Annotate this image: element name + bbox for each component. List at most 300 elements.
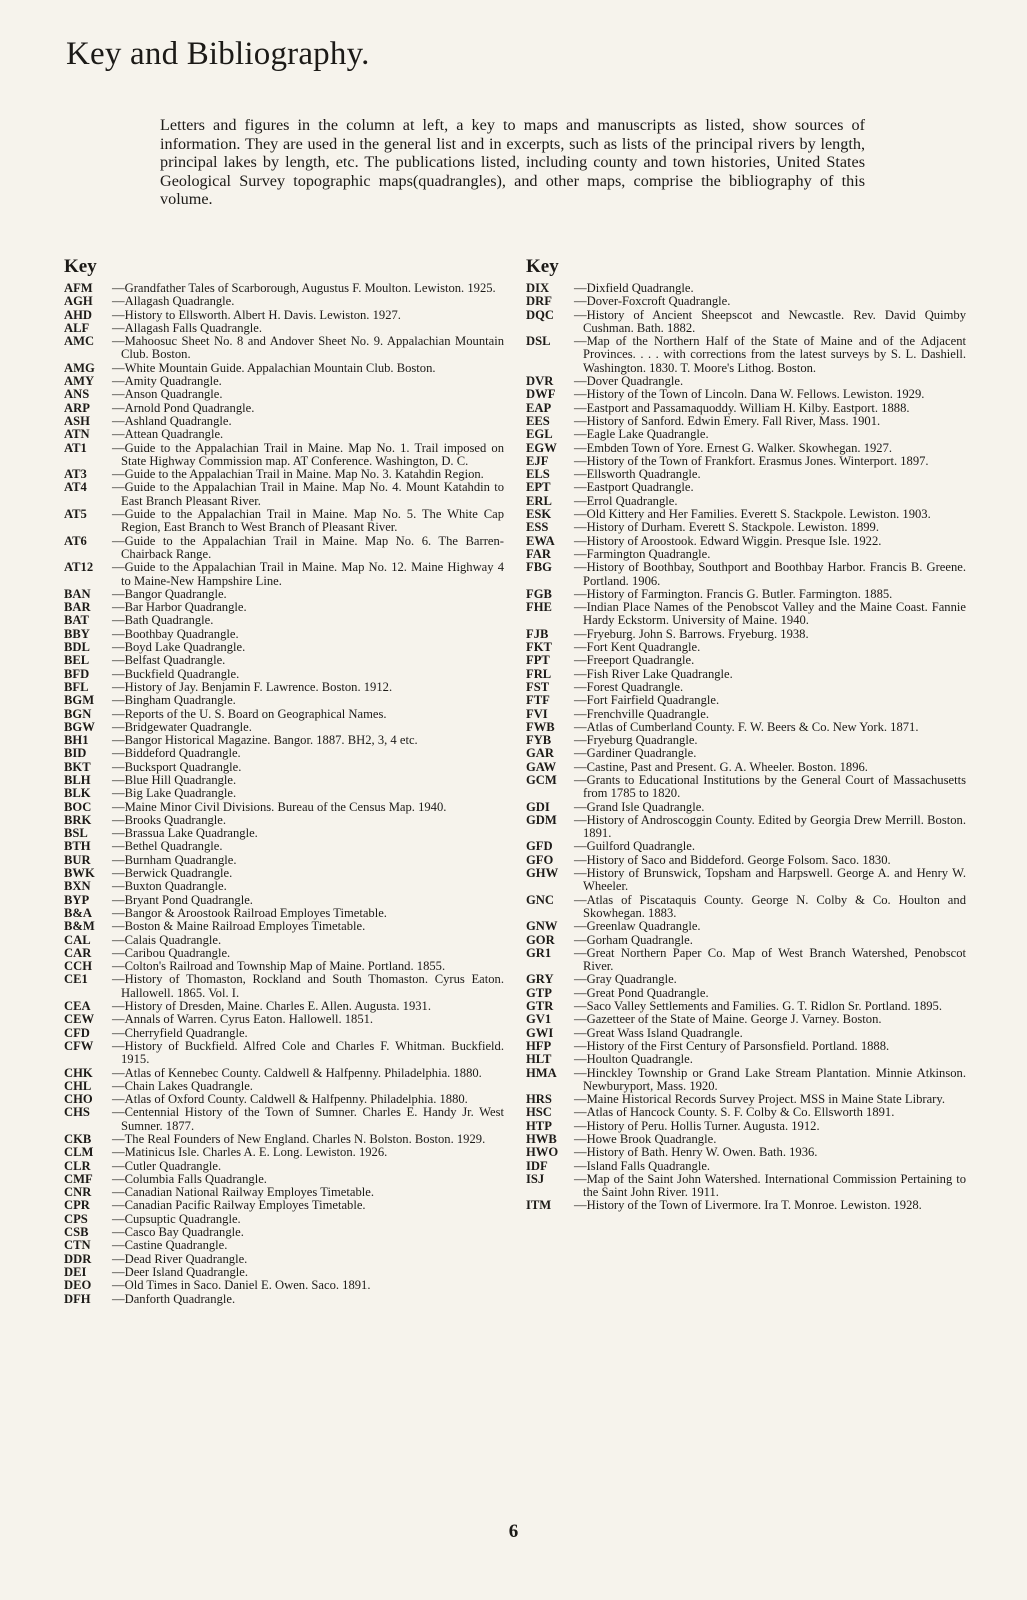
key-code: FTF <box>526 693 550 708</box>
key-entry <box>526 867 966 894</box>
key-description: —Boyd Lake Quadrangle. <box>112 640 246 655</box>
key-code: BAT <box>64 613 89 628</box>
key-entry <box>64 920 504 933</box>
key-code: FAR <box>526 546 551 561</box>
key-code: BBY <box>64 626 90 641</box>
key-entry <box>64 1040 504 1067</box>
key-entry-list <box>526 282 966 1213</box>
key-description: —History of Aroostook. Edward Wiggin. Presque Isle. 1922. <box>574 533 882 548</box>
key-code: DFH <box>64 1291 91 1306</box>
key-code: FHE <box>526 600 552 615</box>
key-entry <box>526 1053 966 1066</box>
key-description: —Island Falls Quadrangle. <box>574 1158 711 1173</box>
key-entry <box>526 1160 966 1173</box>
key-code: BH1 <box>64 733 89 748</box>
key-description: —Guide to the Appalachian Trail in Maine. Map No. 12. Maine Highway 4 to Maine-New Hampshire Line. <box>112 560 504 588</box>
key-entry <box>64 641 504 654</box>
key-code: GOR <box>526 932 555 947</box>
key-description: —Bangor Quadrangle. <box>112 586 227 601</box>
key-description: —History of Androscoggin County. Edited by Georgia Drew Merrill. Boston. 1891. <box>574 812 966 841</box>
key-code: EPT <box>526 480 551 495</box>
key-entry <box>64 947 504 960</box>
key-description: —Allagash Quadrangle. <box>112 294 235 309</box>
key-code: BDL <box>64 640 90 655</box>
key-entry <box>64 894 504 907</box>
key-description: —Belfast Quadrangle. <box>112 653 226 668</box>
key-entry <box>64 747 504 760</box>
key-code: CLM <box>64 1145 94 1160</box>
key-description: —Howe Brook Quadrangle. <box>574 1132 717 1146</box>
key-description: —Guide to the Appalachian Trail in Maine. Map No. 3. Katahdin Region. <box>112 467 484 482</box>
key-description: —Guilford Quadrangle. <box>574 839 696 854</box>
key-entry <box>526 375 966 388</box>
key-code: HFP <box>526 1038 552 1053</box>
key-entry <box>526 521 966 534</box>
key-code: DIX <box>526 281 550 295</box>
key-description: —Gray Quadrangle. <box>574 972 677 987</box>
key-entry <box>526 747 966 760</box>
key-entry <box>526 1146 966 1159</box>
key-description: —Casco Bay Quadrangle. <box>112 1225 244 1240</box>
key-code: FRL <box>526 666 552 681</box>
key-entry <box>64 1199 504 1212</box>
key-description: —Grand Isle Quadrangle. <box>574 799 705 814</box>
key-description: —Eagle Lake Quadrangle. <box>574 427 709 442</box>
key-code: DEI <box>64 1264 87 1279</box>
key-description: —History of the Town of Frankfort. Erasmus Jones. Winterport. 1897. <box>574 453 929 468</box>
key-description: —Big Lake Quadrangle. <box>112 786 237 801</box>
key-entry <box>64 588 504 601</box>
key-description: —Allagash Falls Quadrangle. <box>112 320 263 335</box>
key-entry <box>526 973 966 986</box>
key-description: —Atlas of Kennebec County. Caldwell & Halfpenny. Philadelphia. 1880. <box>112 1065 482 1080</box>
key-description: —Embden Town of Yore. Ernest G. Walker. Skowhegan. 1927. <box>574 440 893 455</box>
key-description: —Bangor Historical Magazine. Bangor. 1887. BH2, 3, 4 etc. <box>112 733 418 748</box>
key-entry <box>526 894 966 921</box>
key-code: AT1 <box>64 440 87 455</box>
key-description: —Buckfield Quadrangle. <box>112 666 240 681</box>
key-description: —Boston & Maine Railroad Employes Timetable. <box>112 919 366 934</box>
key-code: FVI <box>526 706 548 721</box>
key-code: CHS <box>64 1105 90 1120</box>
key-entry <box>526 721 966 734</box>
key-entry <box>64 1173 504 1186</box>
key-description: —Saco Valley Settlements and Families. G. T. Ridlon Sr. Portland. 1895. <box>574 999 942 1014</box>
key-entry <box>526 1093 966 1106</box>
key-entry <box>64 468 504 481</box>
key-entry <box>526 734 966 747</box>
key-entry <box>526 694 966 707</box>
key-entry <box>526 681 966 694</box>
key-description: —Greenlaw Quadrangle. <box>574 919 701 934</box>
key-description: —Boothbay Quadrangle. <box>112 626 239 641</box>
key-entry <box>526 708 966 721</box>
key-code: BGN <box>64 706 92 721</box>
key-entry <box>526 335 966 375</box>
key-code: HSC <box>526 1105 552 1120</box>
key-entry <box>64 1160 504 1173</box>
key-description: —Castine, Past and Present. G. A. Wheeler. Boston. 1896. <box>574 759 868 774</box>
key-code: GCM <box>526 772 557 787</box>
key-code: CKB <box>64 1132 92 1146</box>
key-description: —History of Boothbay, Southport and Boothbay Harbor. Francis B. Greene. Portland. 1906. <box>574 560 966 588</box>
key-description: —Canadian Pacific Railway Employes Timetable. <box>112 1198 366 1213</box>
key-description: —Hinckley Township or Grand Lake Stream Plantation. Minnie Atkinson. Newburyport, Mass. 1920. <box>574 1065 966 1093</box>
key-description: —Matinicus Isle. Charles A. E. Long. Lewiston. 1926. <box>112 1145 388 1160</box>
key-description: —Farmington Quadrangle. <box>574 546 711 561</box>
key-description: —Fort Kent Quadrangle. <box>574 640 701 655</box>
key-code: GAR <box>526 746 554 761</box>
key-entry <box>64 1239 504 1252</box>
key-description: —Errol Quadrangle. <box>574 493 678 508</box>
key-code: CHO <box>64 1092 93 1107</box>
key-entry <box>64 840 504 853</box>
key-description: —Colton's Railroad and Township Map of Maine. Portland. 1855. <box>112 959 446 974</box>
key-description: —Columbia Falls Quadrangle. <box>112 1171 267 1186</box>
key-entry <box>64 787 504 800</box>
key-description: —Arnold Pond Quadrangle. <box>112 400 255 415</box>
key-entry <box>64 442 504 469</box>
key-entry <box>64 375 504 388</box>
key-description: —Caribou Quadrangle. <box>112 945 231 960</box>
key-description: —History of the Town of Livermore. Ira T. Monroe. Lewiston. 1928. <box>574 1198 922 1213</box>
key-entry <box>64 561 504 588</box>
key-description: —Fryeburg. John S. Barrows. Fryeburg. 1938. <box>574 626 809 641</box>
key-entry <box>64 601 504 614</box>
key-description: —Grandfather Tales of Scarborough, Augustus F. Moulton. Lewiston. 1925. <box>112 281 496 295</box>
key-description: —History to Ellsworth. Albert H. Davis. Lewiston. 1927. <box>112 307 401 322</box>
key-code: ESS <box>526 520 549 535</box>
key-entry <box>64 1093 504 1106</box>
key-entry <box>526 428 966 441</box>
key-description: —Indian Place Names of the Penobscot Valley and the Maine Coast. Fannie Hardy Eckstorm. University of Maine. 1940. <box>574 600 966 628</box>
key-description: —Bangor & Aroostook Railroad Employes Timetable. <box>112 905 387 920</box>
key-description: —Grants to Educational Institutions by the General Court of Massachusetts from 1785 to 1820. <box>574 772 966 801</box>
key-code: CHK <box>64 1065 93 1080</box>
key-entry <box>526 628 966 641</box>
key-description: —Gazetteer of the State of Maine. George J. Varney. Boston. <box>574 1012 882 1027</box>
key-description: —Frenchville Quadrangle. <box>574 706 709 721</box>
key-code: CSB <box>64 1225 89 1240</box>
key-code: BSL <box>64 826 88 841</box>
key-entry <box>64 1266 504 1279</box>
key-description: —History of Peru. Hollis Turner. Augusta. 1912. <box>574 1118 820 1133</box>
key-code: BLK <box>64 786 91 801</box>
key-code: GNW <box>526 919 558 934</box>
key-description: —History of Durham. Everett S. Stackpole. Lewiston. 1899. <box>574 520 879 535</box>
key-description: —Great Northern Paper Co. Map of West Branch Watershed, Penobscot River. <box>574 945 966 974</box>
key-code: IDF <box>526 1158 548 1173</box>
key-entry <box>64 388 504 401</box>
key-code: AT6 <box>64 533 87 548</box>
key-entry <box>64 1013 504 1026</box>
key-description: —Bar Harbor Quadrangle. <box>112 600 247 615</box>
key-code: BKT <box>64 759 91 774</box>
right-key-column <box>526 256 966 1213</box>
key-description: —Burnham Quadrangle. <box>112 852 237 867</box>
key-description: —Chain Lakes Quadrangle. <box>112 1078 253 1093</box>
key-code: DQC <box>526 307 554 322</box>
key-code: ESK <box>526 507 552 522</box>
key-code: BFL <box>64 679 89 694</box>
key-code: BXN <box>64 879 91 894</box>
key-entry <box>526 654 966 667</box>
key-description: —History of the First Century of Parsonsfield. Portland. 1888. <box>574 1038 890 1053</box>
key-entry <box>64 654 504 667</box>
key-entry <box>64 973 504 1000</box>
key-description: —Dixfield Quadrangle. <box>574 281 694 295</box>
key-code: GRY <box>526 972 554 987</box>
key-description: —Map of the Northern Half of the State of Maine and of the Adjacent Provinces. . . . with corrections from the latest surveys by S. L. Dashiell. Washington. 1830. T. Moore's Lithog. Boston. <box>574 334 966 375</box>
key-code: BGM <box>64 693 95 708</box>
key-entry <box>64 1106 504 1133</box>
intro-paragraph: Letters and figures in the column at left, a key to maps and manuscripts as listed, show sources of information. They are used in the general list and in excerpts, such as lists of the principal rivers by length, principal lakes by length, etc. The publications listed, including county and town histories, United States Geological Survey topographic maps(quadrangles), and other maps, comprise the bibliography of this volume. <box>160 116 865 209</box>
key-description: —Bingham Quadrangle. <box>112 693 236 708</box>
key-description: —Centennial History of the Town of Sumner. Charles E. Handy Jr. West Sumner. 1877. <box>112 1105 504 1133</box>
key-code: AHD <box>64 307 92 322</box>
key-code: CEW <box>64 1012 95 1027</box>
key-entry <box>526 668 966 681</box>
key-entry <box>526 601 966 628</box>
key-entry <box>526 508 966 521</box>
key-code: EJF <box>526 453 549 468</box>
key-code: AT5 <box>64 507 87 522</box>
key-entry <box>526 415 966 428</box>
key-description: —Canadian National Railway Employes Timetable. <box>112 1185 374 1200</box>
key-entry <box>526 1199 966 1212</box>
key-code: CTN <box>64 1238 91 1253</box>
key-code: DVR <box>526 374 554 389</box>
key-description: —Forest Quadrangle. <box>574 679 684 694</box>
key-code: CMF <box>64 1171 93 1186</box>
key-entry <box>64 1146 504 1159</box>
key-code: BAN <box>64 586 91 601</box>
key-description: —Map of the Saint John Watershed. International Commission Pertaining to the Saint John River. 1911. <box>574 1171 966 1200</box>
key-entry <box>526 495 966 508</box>
key-entry <box>526 1027 966 1040</box>
key-code: FPT <box>526 653 550 668</box>
key-code: BGW <box>64 719 95 734</box>
key-description: —Anson Quadrangle. <box>112 387 223 402</box>
key-description: —Freeport Quadrangle. <box>574 653 695 668</box>
key-code: CEA <box>64 999 91 1014</box>
key-description: —History of Sanford. Edwin Emery. Fall River, Mass. 1901. <box>574 413 881 428</box>
key-entry <box>64 774 504 787</box>
key-entry <box>64 934 504 947</box>
key-description: —Guide to the Appalachian Trail in Maine. Map No. 1. Trail imposed on State Highway Commission map. AT Conference. Washington, D. C. <box>112 440 504 468</box>
key-entry <box>64 960 504 973</box>
key-entry <box>64 362 504 375</box>
key-description: —Fort Fairfield Quadrangle. <box>574 693 720 708</box>
key-description: —Gorham Quadrangle. <box>574 932 693 947</box>
key-entry <box>526 442 966 455</box>
key-description: —Great Pond Quadrangle. <box>574 985 709 1000</box>
key-description: —History of Ancient Sheepscot and Newcastle. Rev. David Quimby Cushman. Bath. 1882. <box>574 307 966 335</box>
key-entry <box>64 854 504 867</box>
key-code: CAR <box>64 945 92 960</box>
key-description: —Gardiner Quadrangle. <box>574 746 697 761</box>
key-code: GWI <box>526 1025 554 1040</box>
key-code: ANS <box>64 387 90 402</box>
key-code: EGW <box>526 440 557 455</box>
key-description: —Biddeford Quadrangle. <box>112 746 241 761</box>
key-code: HTP <box>526 1118 552 1133</box>
key-description: —Brooks Quadrangle. <box>112 812 227 827</box>
key-code: AFM <box>64 281 93 295</box>
key-entry <box>526 1173 966 1200</box>
key-description: —Fryeburg Quadrangle. <box>574 733 698 748</box>
key-entry <box>526 814 966 841</box>
key-description: —Atlas of Piscataquis County. George N. Colby & Co. Houlton and Skowhegan. 1883. <box>574 892 966 920</box>
key-code: ARP <box>64 400 90 415</box>
key-entry <box>526 934 966 947</box>
key-entry <box>526 309 966 336</box>
key-description: —History of Farmington. Francis G. Butler. Farmington. 1885. <box>574 586 893 601</box>
key-entry <box>64 1067 504 1080</box>
key-description: —Reports of the U. S. Board on Geographical Names. <box>112 706 387 721</box>
key-entry <box>526 1120 966 1133</box>
key-code: BUR <box>64 852 91 867</box>
key-heading: Key <box>526 256 559 277</box>
key-entry <box>526 1106 966 1119</box>
key-code: FWB <box>526 719 555 734</box>
key-code: B&A <box>64 905 92 920</box>
key-description: —Atlas of Hancock County. S. F. Colby & Co. Ellsworth 1891. <box>574 1105 895 1120</box>
key-code: CFD <box>64 1025 90 1040</box>
key-description: —Maine Minor Civil Divisions. Bureau of the Census Map. 1940. <box>112 799 447 814</box>
key-code: AGH <box>64 294 93 309</box>
key-code: CE1 <box>64 972 88 987</box>
key-description: —Dover-Foxcroft Quadrangle. <box>574 294 731 309</box>
key-description: —History of the Town of Lincoln. Dana W. Fellows. Lewiston. 1929. <box>574 387 925 402</box>
key-entry <box>526 535 966 548</box>
key-code: CFW <box>64 1038 94 1053</box>
key-code: FYB <box>526 733 552 748</box>
key-code: ELS <box>526 467 550 482</box>
key-entry <box>526 840 966 853</box>
key-entry <box>64 681 504 694</box>
key-description: —Cupsuptic Quadrangle. <box>112 1211 241 1226</box>
key-code: EGL <box>526 427 553 442</box>
key-entry <box>526 1133 966 1146</box>
key-description: —Amity Quadrangle. <box>112 374 222 389</box>
key-entry <box>64 1226 504 1239</box>
key-code: B&M <box>64 919 95 934</box>
key-description: —Dead River Quadrangle. <box>112 1251 248 1266</box>
key-code: GFD <box>526 839 553 854</box>
key-code: HRS <box>526 1092 552 1107</box>
key-entry <box>526 295 966 308</box>
key-description: —Blue Hill Quadrangle. <box>112 772 237 787</box>
key-description: —Bucksport Quadrangle. <box>112 759 242 774</box>
key-code: HWO <box>526 1145 559 1160</box>
key-entry <box>526 588 966 601</box>
key-entry <box>526 548 966 561</box>
key-entry <box>64 508 504 535</box>
key-code: FJB <box>526 626 549 641</box>
key-entry <box>64 907 504 920</box>
key-code: CNR <box>64 1185 92 1200</box>
key-entry <box>64 1213 504 1226</box>
key-entry <box>64 694 504 707</box>
key-description: —Calais Quadrangle. <box>112 932 222 947</box>
key-code: CPR <box>64 1198 90 1213</box>
key-entry-list <box>64 282 504 1306</box>
key-code: DWF <box>526 387 556 402</box>
key-code: CPS <box>64 1211 88 1226</box>
key-code: GTR <box>526 999 554 1014</box>
key-entry <box>64 309 504 322</box>
key-description: —Great Wass Island Quadrangle. <box>574 1025 743 1040</box>
key-entry <box>64 428 504 441</box>
key-entry <box>526 801 966 814</box>
key-entry <box>526 987 966 1000</box>
key-entry <box>64 1080 504 1093</box>
key-description: —Bath Quadrangle. <box>112 613 214 628</box>
key-entry <box>64 668 504 681</box>
key-entry <box>526 388 966 401</box>
key-entry <box>64 1279 504 1292</box>
key-code: GAW <box>526 759 557 774</box>
key-code: BFD <box>64 666 90 681</box>
key-code: ALF <box>64 320 90 335</box>
key-entry <box>526 774 966 801</box>
key-description: —History of Saco and Biddeford. George Folsom. Saco. 1830. <box>574 852 891 867</box>
key-entry <box>526 1040 966 1053</box>
key-entry <box>64 481 504 508</box>
key-description: —Bryant Pond Quadrangle. <box>112 892 253 907</box>
key-entry <box>526 920 966 933</box>
key-description: —Maine Historical Records Survey Project. MSS in Maine State Library. <box>574 1092 945 1107</box>
key-code: CLR <box>64 1158 91 1173</box>
key-entry <box>64 721 504 734</box>
key-code: GHW <box>526 866 559 881</box>
key-description: —Mahoosuc Sheet No. 8 and Andover Sheet No. 9. Appalachian Mountain Club. Boston. <box>112 334 504 362</box>
key-description: —Eastport Quadrangle. <box>574 480 694 495</box>
key-description: —Guide to the Appalachian Trail in Maine. Map No. 5. The White Cap Region, East Branch to West Branch of Pleasant River. <box>112 507 504 535</box>
key-code: GNC <box>526 892 554 907</box>
key-entry <box>64 402 504 415</box>
key-entry <box>526 761 966 774</box>
key-entry <box>64 761 504 774</box>
key-description: —Cherryfield Quadrangle. <box>112 1025 248 1040</box>
key-entry <box>64 415 504 428</box>
key-entry <box>526 854 966 867</box>
key-description: —Dover Quadrangle. <box>574 374 684 389</box>
key-code: BYP <box>64 892 90 907</box>
key-code: BRK <box>64 812 92 827</box>
key-entry <box>64 1000 504 1013</box>
key-description: —Brassua Lake Quadrangle. <box>112 826 258 841</box>
key-entry <box>526 455 966 468</box>
key-code: AMY <box>64 374 95 389</box>
key-code: ASH <box>64 413 90 428</box>
key-description: —Bethel Quadrangle. <box>112 839 223 854</box>
key-description: —History of Jay. Benjamin F. Lawrence. Boston. 1912. <box>112 679 393 694</box>
key-code: FKT <box>526 640 552 655</box>
key-description: —White Mountain Guide. Appalachian Mountain Club. Boston. <box>112 360 436 375</box>
left-key-column <box>64 256 504 1306</box>
key-code: GR1 <box>526 945 552 960</box>
key-code: GFO <box>526 852 554 867</box>
key-description: —Guide to the Appalachian Trail in Maine. Map No. 6. The Barren-Chairback Range. <box>112 533 504 561</box>
key-description: —History of Dresden, Maine. Charles E. Allen. Augusta. 1931. <box>112 999 431 1014</box>
key-entry <box>64 282 504 295</box>
key-code: BEL <box>64 653 90 668</box>
key-code: EES <box>526 413 550 428</box>
key-entry <box>64 614 504 627</box>
key-code: AMC <box>64 334 95 349</box>
